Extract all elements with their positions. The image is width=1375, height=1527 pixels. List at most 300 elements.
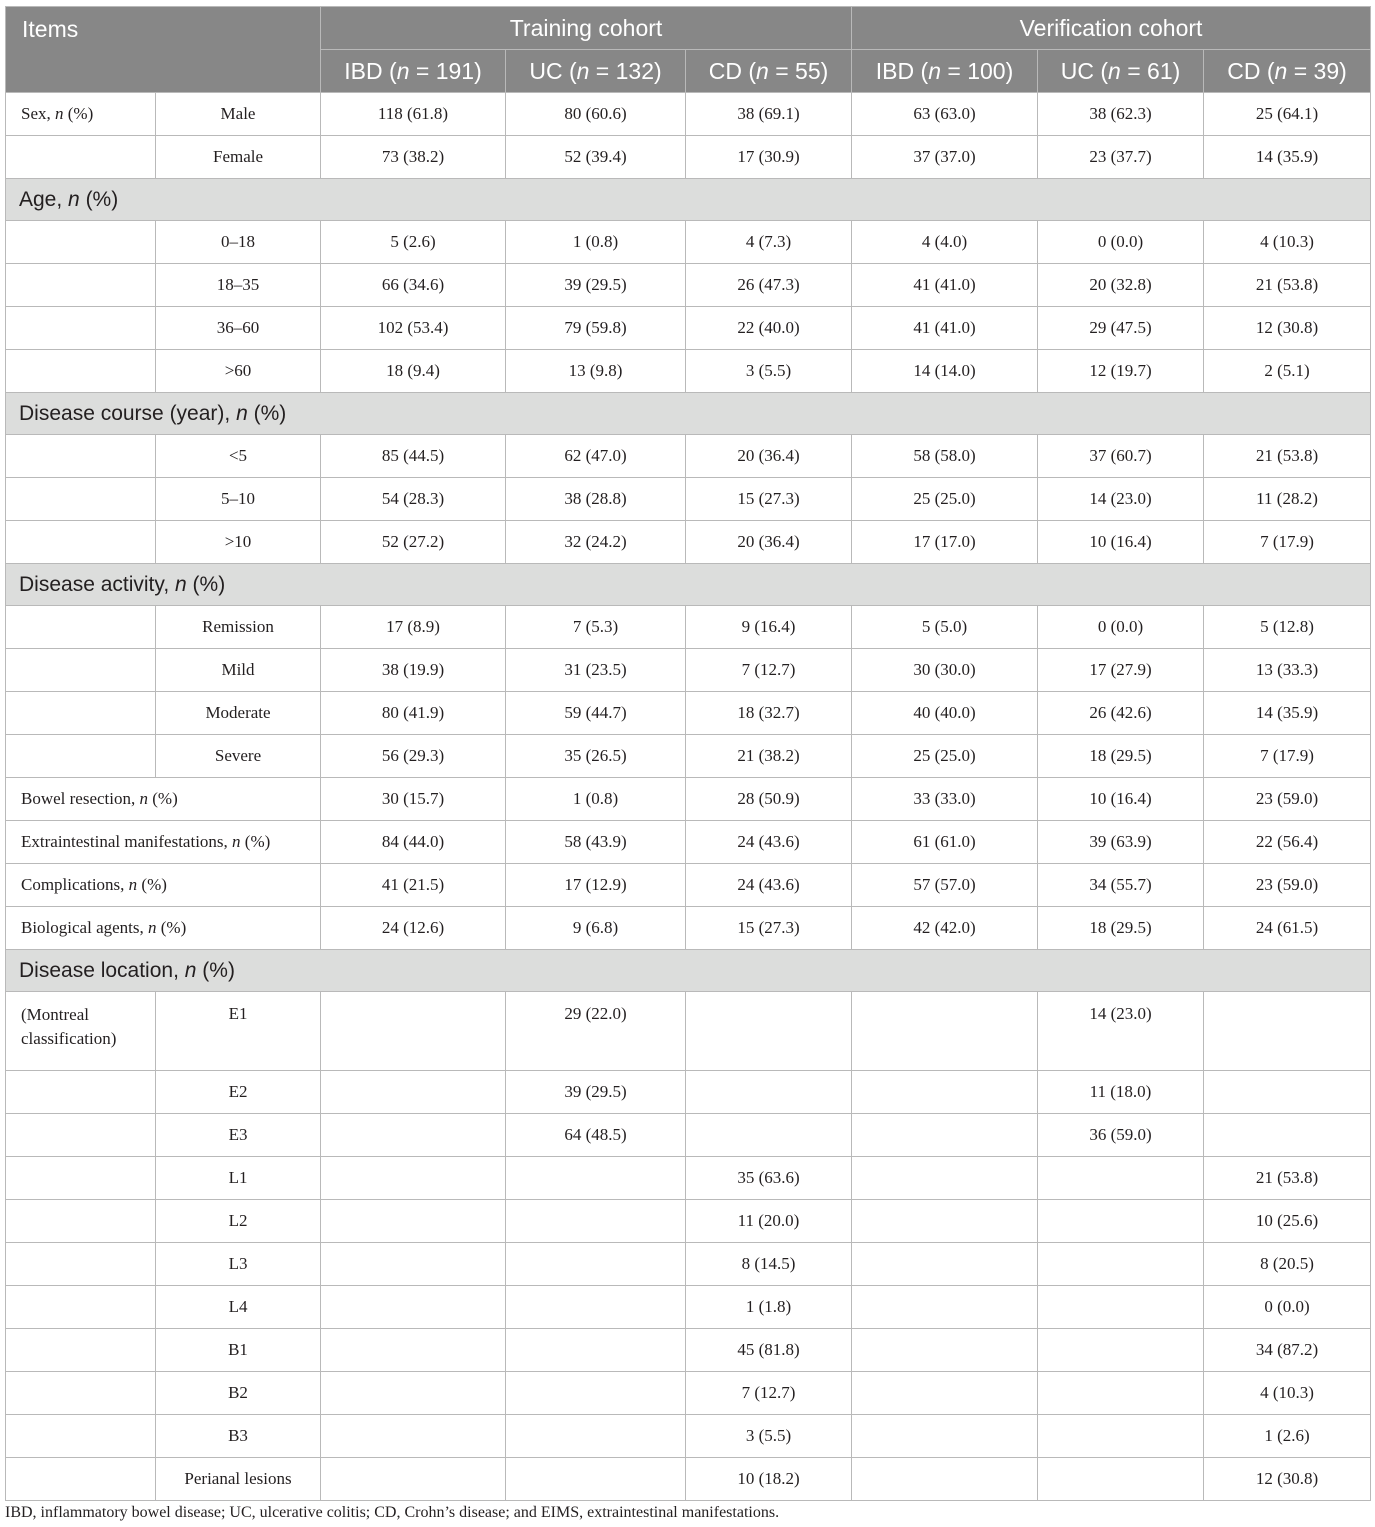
value-cell: 36 (59.0) [1038,1114,1204,1157]
row-sublabel: E2 [156,1071,321,1114]
table-row [6,478,1371,521]
header-row-groups [6,7,1371,50]
value-cell: 45 (81.8) [686,1329,852,1372]
row-label [6,1372,156,1415]
subgroup-count: 191 [435,57,475,84]
value-cell: 7 (12.7) [686,649,852,692]
table-row [6,350,1371,393]
value-cell [1038,1372,1204,1415]
row-sublabel: Perianal lesions [156,1458,321,1501]
subgroup-name: UC [1060,57,1094,84]
header-subgroup-cd: CD (n = 39) [1204,50,1371,93]
value-cell: 35 (63.6) [686,1157,852,1200]
value-cell [686,1114,852,1157]
value-cell: 20 (36.4) [686,435,852,478]
row-sublabel: L2 [156,1200,321,1243]
row-label-suffix: (%) [247,401,287,425]
section-title [6,179,1371,221]
value-cell [1038,1286,1204,1329]
row-label [6,992,156,1071]
row-label [6,907,321,950]
value-cell: 21 (53.8) [1204,435,1371,478]
table-row [6,649,1371,692]
value-cell: 21 (53.8) [1204,1157,1371,1200]
value-cell: 2 (5.1) [1204,350,1371,393]
value-cell: 58 (43.9) [506,821,686,864]
value-cell [506,1458,686,1501]
row-label-suffix: (%) [156,918,187,937]
value-cell: 8 (20.5) [1204,1243,1371,1286]
value-cell: 26 (42.6) [1038,692,1204,735]
value-cell [321,1243,506,1286]
value-cell [321,1071,506,1114]
row-sublabel: Male [156,93,321,136]
subgroup-count: 39 [1313,57,1340,84]
table-row [6,1286,1371,1329]
value-cell: 25 (25.0) [852,735,1038,778]
table-row [6,521,1371,564]
value-cell: 54 (28.3) [321,478,506,521]
value-cell: 3 (5.5) [686,350,852,393]
row-sublabel: 5–10 [156,478,321,521]
row-label [6,1243,156,1286]
row-label-text: Age, [19,187,69,211]
row-sublabel: 36–60 [156,307,321,350]
subgroup-n-symbol: n [756,57,769,84]
value-cell: 4 (7.3) [686,221,852,264]
value-cell: 4 (10.3) [1204,221,1371,264]
value-cell: 38 (28.8) [506,478,686,521]
value-cell: 1 (0.8) [506,778,686,821]
table-row [6,221,1371,264]
value-cell: 37 (60.7) [1038,435,1204,478]
value-cell: 17 (17.0) [852,521,1038,564]
value-cell: 14 (35.9) [1204,692,1371,735]
table-row [6,1071,1371,1114]
value-cell: 9 (6.8) [506,907,686,950]
value-cell [852,1329,1038,1372]
row-label [6,692,156,735]
value-cell: 15 (27.3) [686,907,852,950]
value-cell: 24 (61.5) [1204,907,1371,950]
row-label-n: n [236,401,248,425]
subgroup-name: UC [529,57,563,84]
row-label-text: Disease activity, [19,572,175,596]
value-cell: 0 (0.0) [1204,1286,1371,1329]
table-row [6,735,1371,778]
value-cell [852,1372,1038,1415]
row-label-suffix: (%) [196,958,235,982]
value-cell: 17 (27.9) [1038,649,1204,692]
value-cell: 5 (5.0) [852,606,1038,649]
value-cell: 12 (30.8) [1204,307,1371,350]
value-cell: 5 (2.6) [321,221,506,264]
row-sublabel: L3 [156,1243,321,1286]
row-label-text: Extraintestinal manifestations, [21,832,233,851]
value-cell: 1 (1.8) [686,1286,852,1329]
value-cell: 10 (25.6) [1204,1200,1371,1243]
value-cell [1038,1157,1204,1200]
value-cell: 37 (37.0) [852,136,1038,179]
value-cell: 38 (19.9) [321,649,506,692]
value-cell: 66 (34.6) [321,264,506,307]
value-cell: 33 (33.0) [852,778,1038,821]
value-cell: 14 (14.0) [852,350,1038,393]
row-label [6,1286,156,1329]
row-label-text: Biological agents, [21,918,149,937]
value-cell: 7 (12.7) [686,1372,852,1415]
subgroup-count: 132 [615,57,655,84]
row-label-text: Disease course (year), [19,401,237,425]
value-cell [506,1286,686,1329]
table-row [6,1200,1371,1243]
header-subgroup-ibd: IBD (n = 100) [852,50,1038,93]
value-cell: 7 (17.9) [1204,735,1371,778]
value-cell: 42 (42.0) [852,907,1038,950]
row-sublabel: Female [156,136,321,179]
value-cell: 61 (61.0) [852,821,1038,864]
table-row [6,136,1371,179]
row-label-suffix: (%) [63,104,94,123]
subgroup-count: 61 [1147,57,1173,84]
row-label-text: (Montreal classification) [21,1005,117,1048]
subgroup-n-symbol: n [1274,57,1288,84]
header-verification-cohort: Verification cohort [852,7,1371,50]
section-title [6,950,1371,992]
row-label [6,1415,156,1458]
value-cell: 9 (16.4) [686,606,852,649]
value-cell: 14 (23.0) [1038,478,1204,521]
value-cell: 23 (37.7) [1038,136,1204,179]
subgroup-n-symbol: n [928,57,941,84]
value-cell: 18 (9.4) [321,350,506,393]
table-row [6,1329,1371,1372]
value-cell: 17 (12.9) [506,864,686,907]
value-cell: 38 (69.1) [686,93,852,136]
row-label [6,221,156,264]
value-cell [852,992,1038,1071]
row-label [6,521,156,564]
value-cell: 28 (50.9) [686,778,852,821]
row-label-text: Complications, [21,875,129,894]
value-cell: 118 (61.8) [321,93,506,136]
row-label [6,478,156,521]
row-label [6,864,321,907]
value-cell: 13 (33.3) [1204,649,1371,692]
value-cell: 25 (25.0) [852,478,1038,521]
value-cell: 22 (40.0) [686,307,852,350]
row-sublabel: E1 [156,992,321,1071]
row-label [6,735,156,778]
value-cell: 30 (30.0) [852,649,1038,692]
row-sublabel: E3 [156,1114,321,1157]
value-cell: 4 (10.3) [1204,1372,1371,1415]
table-row [6,1243,1371,1286]
table-row [6,1415,1371,1458]
row-sublabel: Moderate [156,692,321,735]
value-cell: 7 (17.9) [1204,521,1371,564]
value-cell [506,1200,686,1243]
value-cell [852,1071,1038,1114]
row-label [6,606,156,649]
value-cell: 41 (41.0) [852,264,1038,307]
row-label [6,1458,156,1501]
value-cell: 24 (43.6) [686,864,852,907]
subgroup-count: 55 [795,57,821,84]
table-row [6,93,1371,136]
section-header-row [6,393,1371,435]
value-cell [506,1372,686,1415]
value-cell [321,1200,506,1243]
row-sublabel: Severe [156,735,321,778]
value-cell: 63 (63.0) [852,93,1038,136]
row-label [6,778,321,821]
row-label [6,821,321,864]
value-cell: 20 (36.4) [686,521,852,564]
row-label [6,264,156,307]
value-cell [852,1243,1038,1286]
table-row [6,992,1371,1071]
value-cell [506,1415,686,1458]
value-cell [321,1372,506,1415]
row-label-suffix: (%) [137,875,167,894]
subgroup-n-symbol: n [1108,57,1121,84]
row-sublabel: 0–18 [156,221,321,264]
cohort-characteristics-table [5,6,1371,1501]
row-label-n: n [148,918,157,937]
value-cell: 11 (20.0) [686,1200,852,1243]
value-cell: 39 (29.5) [506,264,686,307]
value-cell: 25 (64.1) [1204,93,1371,136]
value-cell [321,992,506,1071]
value-cell: 14 (23.0) [1038,992,1204,1071]
row-label-n: n [128,875,138,894]
table-row [6,864,1371,907]
value-cell: 21 (53.8) [1204,264,1371,307]
value-cell: 79 (59.8) [506,307,686,350]
value-cell: 21 (38.2) [686,735,852,778]
value-cell: 7 (5.3) [506,606,686,649]
value-cell: 13 (9.8) [506,350,686,393]
value-cell [852,1200,1038,1243]
subgroup-name: IBD [344,57,383,84]
value-cell [321,1329,506,1372]
value-cell [1204,992,1371,1071]
value-cell [321,1157,506,1200]
value-cell: 85 (44.5) [321,435,506,478]
row-label-text: Disease location, [19,958,185,982]
subgroup-n-symbol: n [396,57,410,84]
row-sublabel: 18–35 [156,264,321,307]
value-cell: 10 (18.2) [686,1458,852,1501]
value-cell: 12 (30.8) [1204,1458,1371,1501]
row-label-n: n [68,187,80,211]
value-cell [1204,1071,1371,1114]
row-label [6,136,156,179]
value-cell: 1 (0.8) [506,221,686,264]
section-header-row [6,564,1371,606]
value-cell: 18 (29.5) [1038,907,1204,950]
subgroup-name: CD [1227,57,1261,84]
header-subgroup-uc: UC (n = 132) [506,50,686,93]
table-row [6,778,1371,821]
row-sublabel: >60 [156,350,321,393]
row-label [6,1157,156,1200]
row-label-n: n [139,789,148,808]
value-cell: 32 (24.2) [506,521,686,564]
value-cell: 15 (27.3) [686,478,852,521]
table-row [6,1458,1371,1501]
row-label-suffix: (%) [186,572,226,596]
row-label-n: n [175,572,187,596]
value-cell: 38 (62.3) [1038,93,1204,136]
table-row [6,1114,1371,1157]
value-cell: 56 (29.3) [321,735,506,778]
row-label [6,350,156,393]
table-row [6,307,1371,350]
value-cell [1204,1114,1371,1157]
row-label-suffix: (%) [148,789,178,808]
value-cell: 80 (41.9) [321,692,506,735]
section-header-row [6,950,1371,992]
value-cell: 34 (55.7) [1038,864,1204,907]
value-cell: 12 (19.7) [1038,350,1204,393]
value-cell: 41 (41.0) [852,307,1038,350]
value-cell: 1 (2.6) [1204,1415,1371,1458]
section-header-row [6,179,1371,221]
value-cell: 23 (59.0) [1204,864,1371,907]
value-cell: 11 (28.2) [1204,478,1371,521]
table-footnote: IBD, inflammatory bowel disease; UC, ulcerative colitis; CD, Crohn’s disease; and EIMS, extraintestinal manifestations. [5,1504,780,1521]
row-label [6,649,156,692]
value-cell: 84 (44.0) [321,821,506,864]
value-cell: 22 (56.4) [1204,821,1371,864]
value-cell: 35 (26.5) [506,735,686,778]
row-sublabel: >10 [156,521,321,564]
value-cell [1038,1458,1204,1501]
subgroup-name: CD [708,57,742,84]
value-cell: 11 (18.0) [1038,1071,1204,1114]
row-sublabel: L1 [156,1157,321,1200]
table-row [6,692,1371,735]
row-label-n: n [55,104,64,123]
value-cell: 58 (58.0) [852,435,1038,478]
value-cell: 80 (60.6) [506,93,686,136]
value-cell: 10 (16.4) [1038,778,1204,821]
section-title [6,564,1371,606]
value-cell: 62 (47.0) [506,435,686,478]
header-subgroup-cd: CD (n = 55) [686,50,852,93]
row-label [6,435,156,478]
value-cell: 0 (0.0) [1038,606,1204,649]
header-items: Items [6,7,321,93]
value-cell: 41 (21.5) [321,864,506,907]
row-sublabel: Remission [156,606,321,649]
value-cell: 17 (8.9) [321,606,506,649]
value-cell [506,1157,686,1200]
value-cell [321,1114,506,1157]
row-label [6,1071,156,1114]
row-label [6,1200,156,1243]
value-cell: 3 (5.5) [686,1415,852,1458]
row-label [6,1329,156,1372]
value-cell: 59 (44.7) [506,692,686,735]
value-cell: 26 (47.3) [686,264,852,307]
section-title [6,393,1371,435]
value-cell: 17 (30.9) [686,136,852,179]
value-cell [852,1114,1038,1157]
row-label [6,307,156,350]
value-cell: 52 (27.2) [321,521,506,564]
table-row [6,435,1371,478]
value-cell [321,1458,506,1501]
row-label-text: Bowel resection, [21,789,140,808]
value-cell: 24 (12.6) [321,907,506,950]
value-cell [1038,1329,1204,1372]
value-cell: 30 (15.7) [321,778,506,821]
table-row [6,907,1371,950]
value-cell [506,1329,686,1372]
value-cell [686,1071,852,1114]
value-cell: 39 (29.5) [506,1071,686,1114]
value-cell: 0 (0.0) [1038,221,1204,264]
table-body [6,93,1371,1501]
row-label [6,93,156,136]
value-cell: 8 (14.5) [686,1243,852,1286]
header-subgroup-uc: UC (n = 61) [1038,50,1204,93]
table-row [6,606,1371,649]
table-row [6,821,1371,864]
subgroup-n-symbol: n [576,57,590,84]
value-cell [852,1286,1038,1329]
value-cell: 52 (39.4) [506,136,686,179]
value-cell [852,1415,1038,1458]
value-cell: 18 (29.5) [1038,735,1204,778]
row-label-n: n [232,832,241,851]
value-cell: 102 (53.4) [321,307,506,350]
row-sublabel: B3 [156,1415,321,1458]
table-row [6,1372,1371,1415]
value-cell [852,1458,1038,1501]
row-label-n: n [184,958,197,982]
row-label-suffix: (%) [79,187,119,211]
value-cell: 39 (63.9) [1038,821,1204,864]
value-cell: 23 (59.0) [1204,778,1371,821]
value-cell [1038,1200,1204,1243]
header-training-cohort: Training cohort [321,7,852,50]
value-cell [1038,1415,1204,1458]
value-cell [686,992,852,1071]
value-cell: 18 (32.7) [686,692,852,735]
value-cell: 5 (12.8) [1204,606,1371,649]
value-cell: 24 (43.6) [686,821,852,864]
value-cell [321,1415,506,1458]
table-row [6,1157,1371,1200]
value-cell: 34 (87.2) [1204,1329,1371,1372]
value-cell [852,1157,1038,1200]
row-sublabel: L4 [156,1286,321,1329]
value-cell: 20 (32.8) [1038,264,1204,307]
value-cell: 14 (35.9) [1204,136,1371,179]
value-cell: 73 (38.2) [321,136,506,179]
value-cell: 57 (57.0) [852,864,1038,907]
row-label-text: Sex, [21,104,55,123]
value-cell: 29 (22.0) [506,992,686,1071]
value-cell: 31 (23.5) [506,649,686,692]
row-sublabel: B1 [156,1329,321,1372]
row-sublabel: Mild [156,649,321,692]
row-label [6,1114,156,1157]
